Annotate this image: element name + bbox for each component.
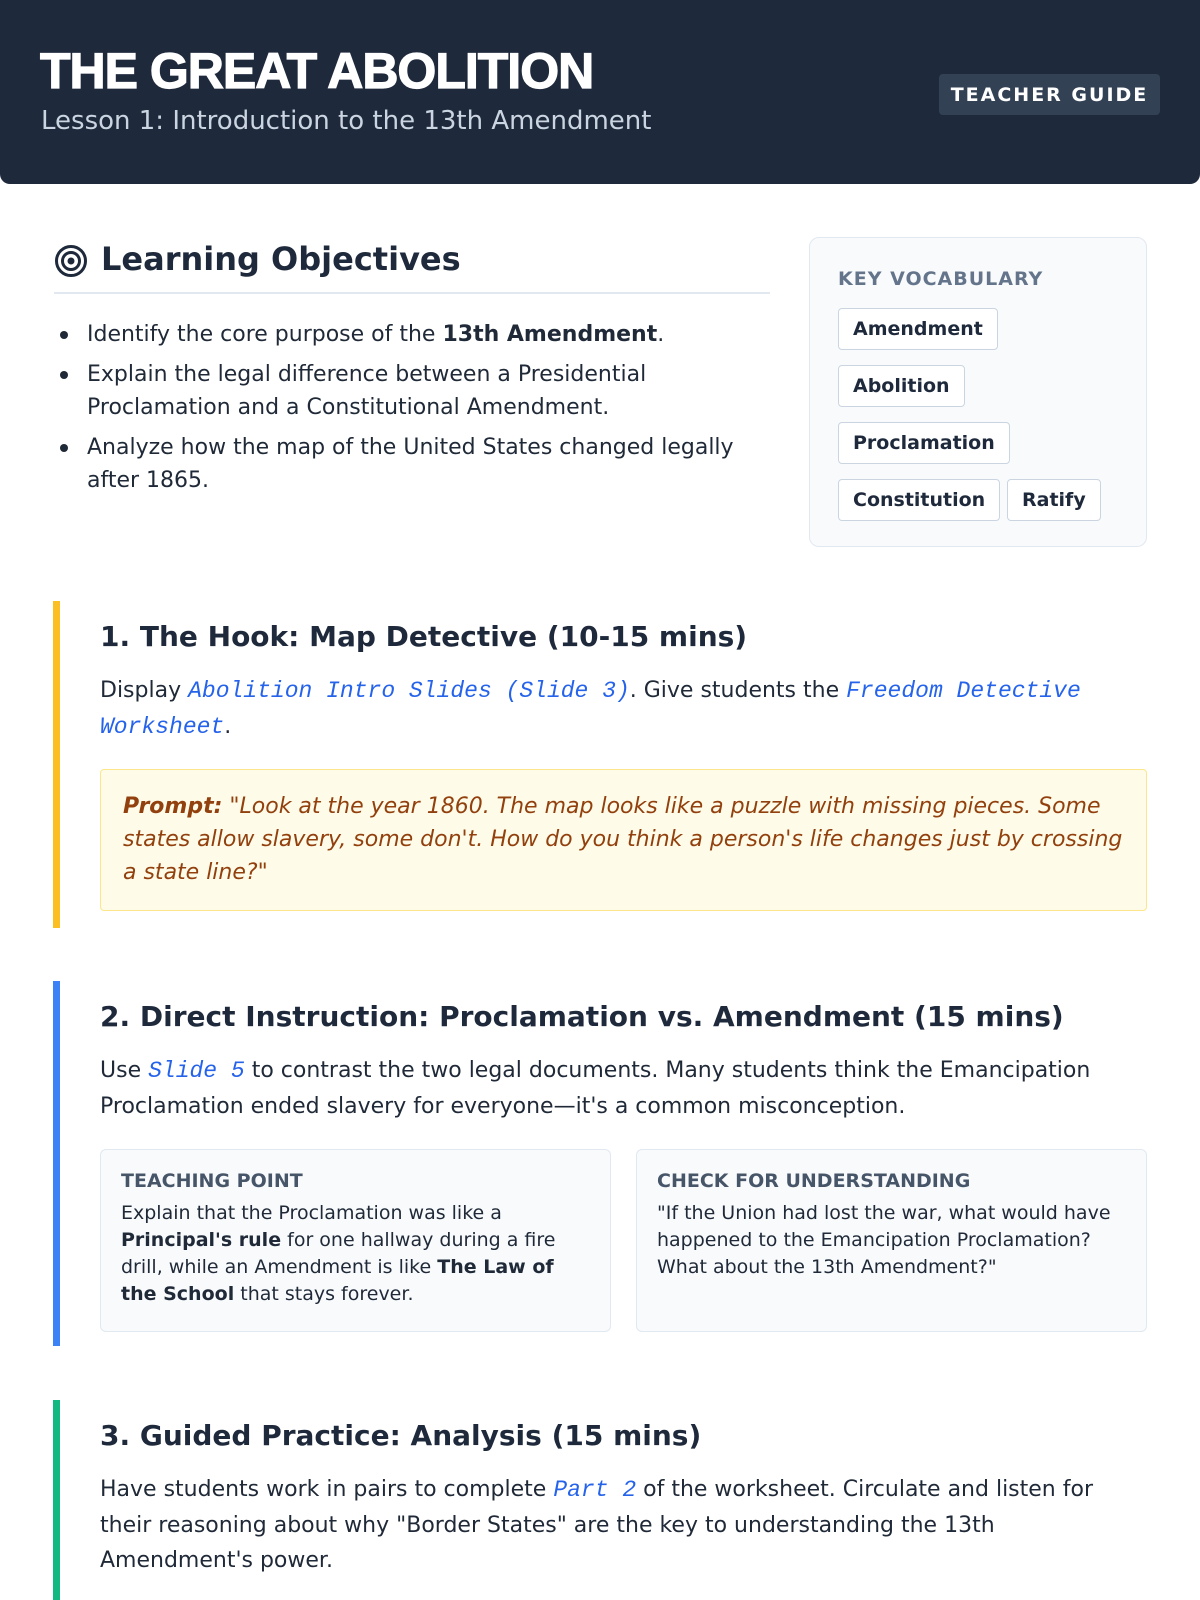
section-body: Display Abolition Intro Slides (Slide 3). Give students the Freedom Detective Worksheet. xyxy=(100,678,1081,740)
slides-link[interactable]: Abolition Intro Slides (Slide 3) xyxy=(188,678,630,704)
vocab-term-constitution: Constitution xyxy=(838,479,1000,521)
vocab-term-ratify: Ratify xyxy=(1007,479,1101,521)
section-accent-bar xyxy=(53,601,60,928)
objectives-heading xyxy=(54,236,770,294)
section-accent-bar xyxy=(53,1400,60,1600)
section-body: Have students work in pairs to complete Part 2 of the worksheet. Circulate and listen for their reasoning about why "Border States" are the key to understanding the 13th Amendment's power. xyxy=(100,1477,1093,1573)
vocab-term-abolition: Abolition xyxy=(838,365,965,407)
page-header xyxy=(0,0,1200,184)
vocabulary-title: KEY VOCABULARY xyxy=(838,268,1044,290)
section-body: Use Slide 5 to contrast the two legal documents. Many students think the Emancipation Proclamation ended slavery for everyone—it's a common misconception. xyxy=(100,1058,1091,1119)
card-title: CHECK FOR UNDERSTANDING xyxy=(657,1170,971,1192)
key-vocabulary-panel xyxy=(809,237,1147,547)
discussion-prompt: Prompt: "Look at the year 1860. The map looks like a puzzle with missing pieces. Some states allow slavery, some don't. How do you think a person's life changes just by crossing a state line?" xyxy=(100,769,1147,911)
section-title: 3. Guided Practice: Analysis (15 mins) xyxy=(100,1419,702,1452)
card-text: Explain that the Proclamation was like a Principal's rule for one hallway during a fire drill, while an Amendment is like The Law of the School that stays forever. xyxy=(121,1202,556,1305)
lesson-subtitle: Lesson 1: Introduction to the 13th Amendment xyxy=(41,106,652,136)
objectives-list xyxy=(54,318,754,504)
lesson-title: THE GREAT ABOLITION xyxy=(40,43,594,99)
list-item: Explain the legal difference between a Presidential Proclamation and a Constitutional Amendment. xyxy=(54,358,754,424)
list-item: Identify the core purpose of the 13th Amendment. xyxy=(54,318,754,351)
part-2-link[interactable]: Part 2 xyxy=(553,1477,637,1503)
section-title: 1. The Hook: Map Detective (10-15 mins) xyxy=(100,620,748,653)
teacher-guide-badge: TEACHER GUIDE xyxy=(939,74,1160,115)
list-item: Analyze how the map of the United States changed legally after 1865. xyxy=(54,431,754,497)
slide-5-link[interactable]: Slide 5 xyxy=(148,1058,245,1084)
worksheet-link[interactable]: Freedom Detective Worksheet xyxy=(100,678,1081,740)
section-direct-instruction xyxy=(53,981,1147,1346)
teaching-point-card xyxy=(100,1149,611,1332)
section-title: 2. Direct Instruction: Proclamation vs. Amendment (15 mins) xyxy=(100,1000,1064,1033)
section-hook xyxy=(53,601,1147,928)
card-title: TEACHING POINT xyxy=(121,1170,303,1192)
card-text: "If the Union had lost the war, what would have happened to the Emancipation Proclamation? What about the 13th Amendment?" xyxy=(657,1202,1111,1278)
section-accent-bar xyxy=(53,981,60,1346)
target-icon xyxy=(54,244,88,278)
check-understanding-card xyxy=(636,1149,1147,1332)
section-guided-practice xyxy=(53,1400,1147,1600)
vocab-term-proclamation: Proclamation xyxy=(838,422,1010,464)
objectives-title: Learning Objectives xyxy=(101,240,461,278)
vocab-term-amendment: Amendment xyxy=(838,308,998,350)
